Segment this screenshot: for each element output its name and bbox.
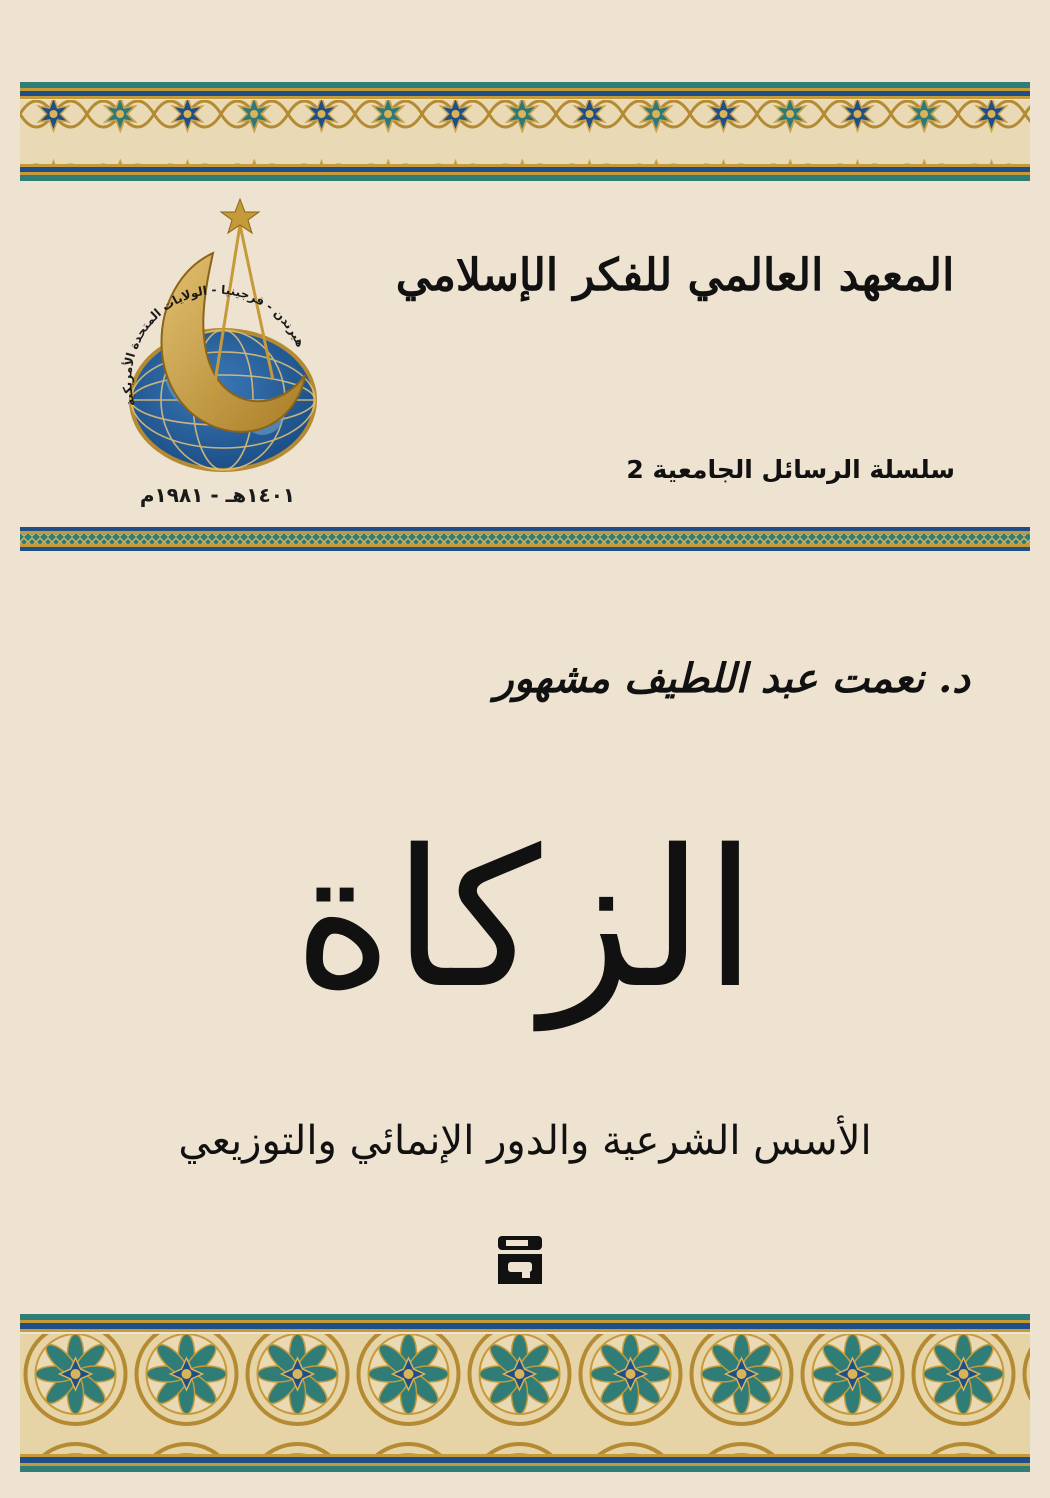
- series-label: سلسلة الرسائل الجامعية 2: [626, 455, 955, 484]
- book-title: الزكاة: [293, 809, 757, 1030]
- institute-name: المعهد العالمي للفكر الإسلامي: [395, 250, 955, 301]
- top-ornament-band: [20, 82, 1030, 182]
- logo-year-caption: ١٤٠١هـ - ١٩٨١م: [139, 483, 296, 507]
- author-name: د. نعمت عبد اللطيف مشهور: [494, 655, 970, 702]
- book-subtitle: الأسس الشرعية والدور الإنمائي والتوزيعي: [178, 1118, 872, 1164]
- publisher-monogram-icon: [492, 1232, 548, 1288]
- crescent-star-globe-icon: [95, 195, 340, 485]
- middle-ornament-band: [20, 527, 1030, 551]
- logo-ring-text: هيرندن - فرجينيا - الولايات المتحدة الأمريكية: [120, 282, 308, 408]
- bottom-ornament-band: [20, 1314, 1030, 1474]
- institute-logo: [95, 195, 340, 515]
